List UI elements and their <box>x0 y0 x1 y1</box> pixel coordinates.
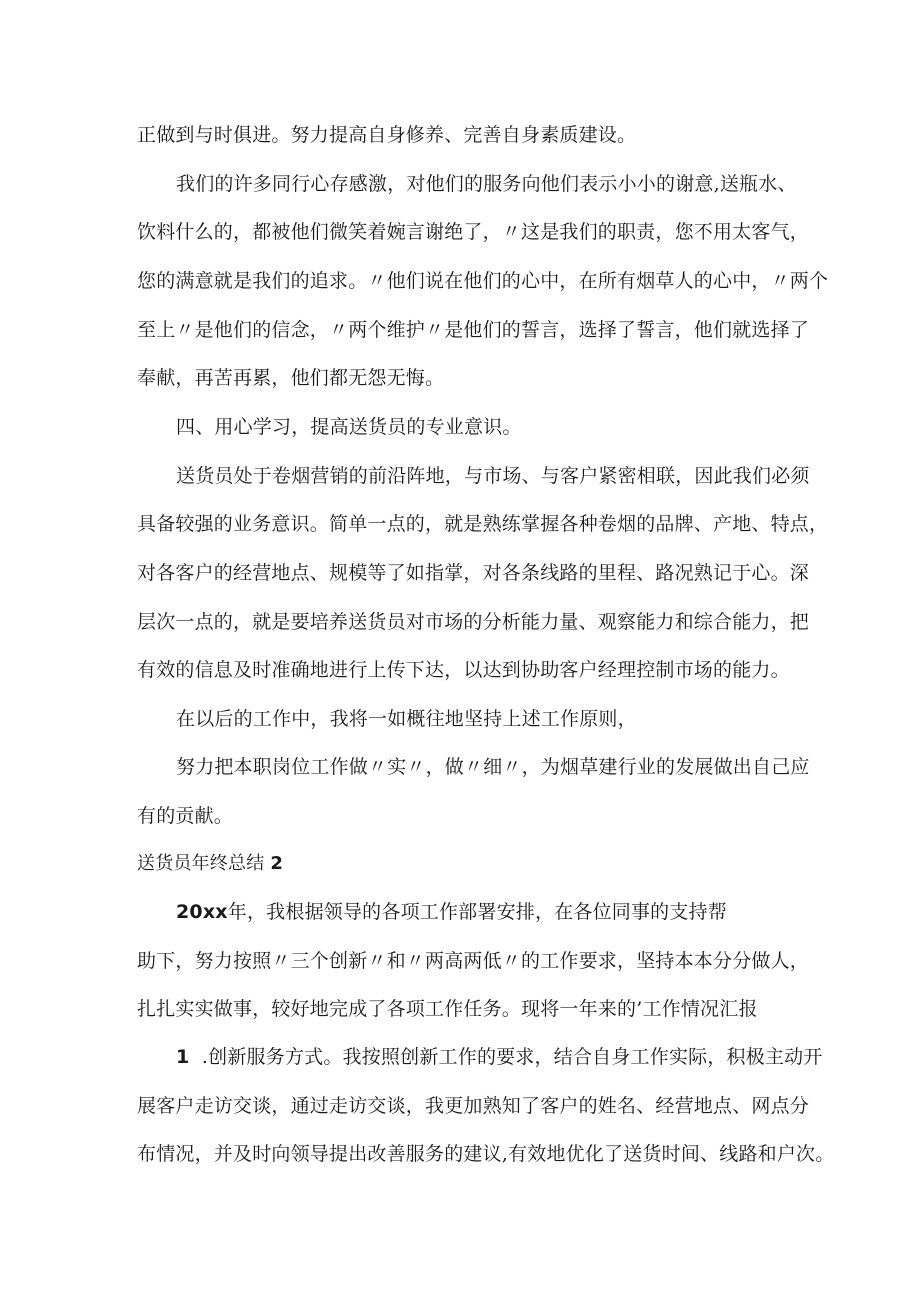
paragraph-line: 对各客户的经营地点、规模等了如指掌，对各条线路的里程、路况熟记于心。深 <box>137 562 810 584</box>
paragraph-line: 层次一点的，就是要培养送货员对市场的分析能力量、观察能力和综合能力，把 <box>137 611 810 633</box>
item-number: 1 <box>176 1046 190 1068</box>
paragraph-line: 有的贡献。 <box>137 805 234 827</box>
section-number: 2 <box>270 853 284 874</box>
section-heading-line: 四、用心学习，提高送货员的专业意识。 <box>176 416 522 438</box>
section-title <box>137 852 283 876</box>
paragraph-line: 努力把本职岗位工作做〃实〃，做〃细〃，为烟草建行业的发展做出自己应 <box>176 756 810 778</box>
intro-rest: 年，我根据领导的各项工作部署安排，在各位同事的支持帮 <box>227 901 727 923</box>
paragraph-line: 奉献，再苦再累，他们都无怨无悔。 <box>137 367 445 389</box>
paragraph-line: 我们的许多同行心存感激，对他们的服务向他们表示小小的谢意,送瓶水、 <box>176 173 797 195</box>
paragraph-line: 有效的信息及时准确地进行上传下达，以达到协助客户经理控制市场的能力。 <box>137 659 790 681</box>
intro-year: 20xx <box>176 901 228 923</box>
paragraph-line: 布情况，并及时向领导提出改善服务的建议,有效地优化了送货时间、线路和户次。 <box>137 1143 835 1165</box>
paragraph-line: 助下，努力按照〃三个创新〃和〃两高两低〃的工作要求，坚持本本分分做人， <box>137 950 810 972</box>
paragraph-line: 扎扎实实做事，较好地完成了各项工作任务。现将一年来的’工作情况汇报 <box>137 998 758 1020</box>
paragraph-line <box>176 1045 823 1069</box>
paragraph-line: 送货员处于卷烟营销的前沿阵地，与市场、与客户紧密相联，因此我们必须 <box>176 465 810 487</box>
paragraph-line: 展客户走访交谈，通过走访交谈，我更加熟知了客户的姓名、经营地点、网点分 <box>137 1095 810 1117</box>
paragraph-line: 至上〃是他们的信念，〃两个维护〃是他们的誓言，选择了誓言，他们就选择了 <box>137 319 810 341</box>
paragraph-line: 正做到与时俱进。努力提高自身修养、完善自身素质建设。 <box>137 124 637 146</box>
paragraph-line <box>176 900 727 924</box>
item-rest: .创新服务方式。我按照创新工作的要求，结合自身工作实际，积极主动开 <box>201 1046 823 1068</box>
paragraph-line: 在以后的工作中，我将一如概往地坚持上述工作原则， <box>176 708 637 730</box>
paragraph-line: 您的满意就是我们的追求。〃他们说在他们的心中，在所有烟草人的心中，〃两个 <box>137 270 829 292</box>
paragraph-line: 饮料什么的，都被他们微笑着婉言谢绝了，〃这是我们的职责，您不用太客气， <box>137 221 810 243</box>
section-title-text: 送货员年终总结 <box>137 853 265 874</box>
paragraph-line: 具备较强的业务意识。简单一点的，就是熟练掌握各种卷烟的品牌、产地、特点， <box>137 513 829 535</box>
